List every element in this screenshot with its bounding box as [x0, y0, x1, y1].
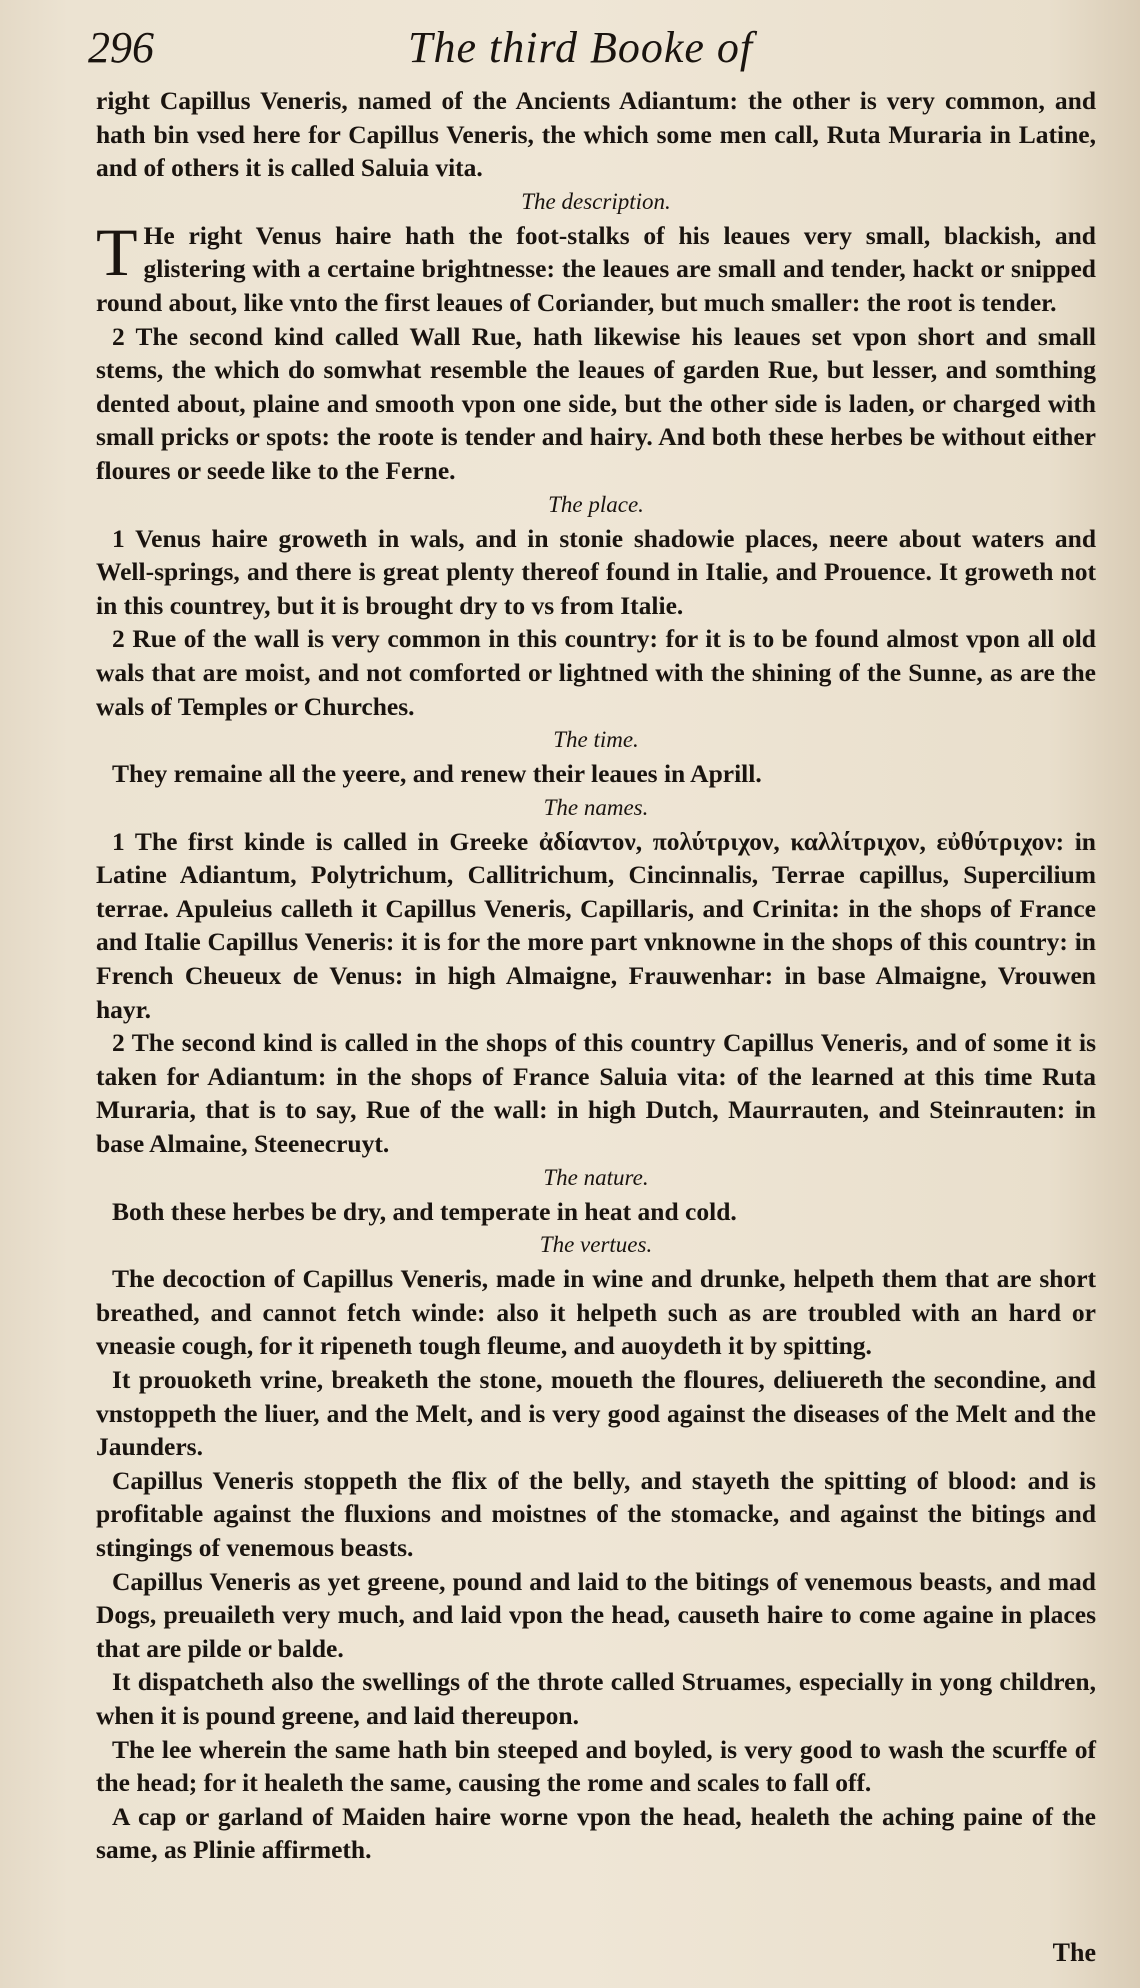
heading-names: The names.	[543, 794, 649, 820]
vertues-paragraph-4: Capillus Veneris as yet greene, pound and laid to the bitings of venemous beasts, and mad Dogs, preuaileth very much, and laid vpon the head, causeth haire to come againe in places that are pilde or balde.	[96, 1566, 1096, 1663]
nature-paragraph: Both these herbes be dry, and temperate in heat and cold.	[112, 1196, 737, 1226]
vertues-paragraph-5: It dispatcheth also the swellings of the throte called Struames, especially in yong children, when it is pound greene, and laid thereupon.	[96, 1667, 1096, 1730]
vertues-paragraph-7: A cap or garland of Maiden haire worne vpon the head, healeth the aching paine of the same, as Plinie affirmeth.	[96, 1801, 1096, 1865]
page-number: 296	[88, 23, 154, 72]
body-text	[96, 84, 1096, 1867]
vertues-paragraph-3: Capillus Veneris stoppeth the flix of the belly, and stayeth the spitting of blood: and is profitable against the fluxions and moistnes of the stomacke, and against the bitings and stingings of venemous beasts.	[96, 1465, 1096, 1562]
heading-time: The time.	[553, 727, 639, 753]
page-header	[88, 18, 1048, 88]
intro-paragraph: right Capillus Veneris, named of the Ancients Adiantum: the other is very common, and hath bin vsed here for Capillus Veneris, the which some men call, Ruta Muraria in Latine, and of others it is called Saluia vita.	[96, 86, 1096, 183]
vertues-paragraph-1: The decoction of Capillus Veneris, made in wine and drunke, helpeth them that are short breathed, and cannot fetch winde: also it helpeth such as are troubled with an hard or vneasie cough, for it ripeneth tough fleume, and auoydeth it by spitting.	[96, 1264, 1096, 1361]
time-paragraph: They remaine all the yeere, and renew their leaues in Aprill.	[112, 759, 762, 789]
vertues-paragraph-2: It prouoketh vrine, breaketh the stone, moueth the floures, deliuereth the secondine, and vnstoppeth the liuer, and the Melt, and is very good against the diseases of the Melt and the Jaunders.	[96, 1365, 1096, 1462]
description-paragraph-2: 2 The second kind called Wall Rue, hath likewise his leaues set vpon short and small stems, the which do somwhat resemble the leaues of garden Rue, but lesser, and somthing dented about, plaine and smooth vpon one side, but the other side is laden, or charged with small pricks or spots: the roote is tender and hairy. And both these herbes be without either floures or seede like to the Ferne.	[96, 321, 1096, 485]
names-paragraph-1: 1 The first kinde is called in Greeke ἀδίαντον, πολύτριχον, καλλίτριχον, εὐθύτριχον: in Latine Adiantum, Polytrichum, Callitrichum, Cincinnalis, Terrae capillus, Supercilium terrae. Apuleius calleth it Capillus Veneris, Capillaris, and Crinita: in the shops of France and Italie Capillus Veneris: it is for the more part vnknowne in the shops of this country: in French Cheueux de Venus: in high Almaigne, Frauwenhar: in base Almaigne, Vrouwen hayr.	[96, 826, 1096, 1024]
heading-vertues: The vertues.	[539, 1232, 653, 1258]
description-text-1: He right Venus haire hath the foot-stalks of his leaues very small, blackish, and glistering with a certaine brightnesse: the leaues are small and tender, hackt or snipped round about, like vnto the first leaues of Coriander, but much smaller: the root is tender.	[96, 220, 1096, 317]
heading-description: The description.	[521, 188, 671, 214]
names-paragraph-2: 2 The second kind is called in the shops of this country Capillus Veneris, and of some it is taken for Adiantum: in the shops of France Saluia vita: of the learned at this time Ruta Muraria, that is to say, Rue of the wall: in high Dutch, Maurrauten, and Steinrauten: in base Almaine, Steenecruyt.	[96, 1028, 1096, 1159]
heading-nature: The nature.	[543, 1164, 649, 1190]
catchword: The	[1052, 1938, 1096, 1967]
place-paragraph-2: 2 Rue of the wall is very common in this country: for it is to be found almost vpon all old wals that are moist, and not comforted or lightned with the shining of the Sunne, as are the wals of Temples or Churches.	[96, 624, 1096, 721]
place-paragraph-1: 1 Venus haire groweth in wals, and in stonie shadowie places, neere about waters and Well-springs, and there is great plenty thereof found in Italie, and Prouence. It groweth not in this countrey, but it is brought dry to vs from Italie.	[96, 523, 1096, 620]
vertues-paragraph-6: The lee wherein the same hath bin steeped and boyled, is very good to wash the scurffe of the head; for it healeth the same, causing the rome and scales to fall off.	[96, 1734, 1096, 1798]
heading-place: The place.	[548, 491, 644, 517]
description-paragraph-1	[96, 213, 1096, 320]
running-title: The third Booke of	[408, 23, 754, 72]
drop-capital: T	[96, 213, 138, 290]
